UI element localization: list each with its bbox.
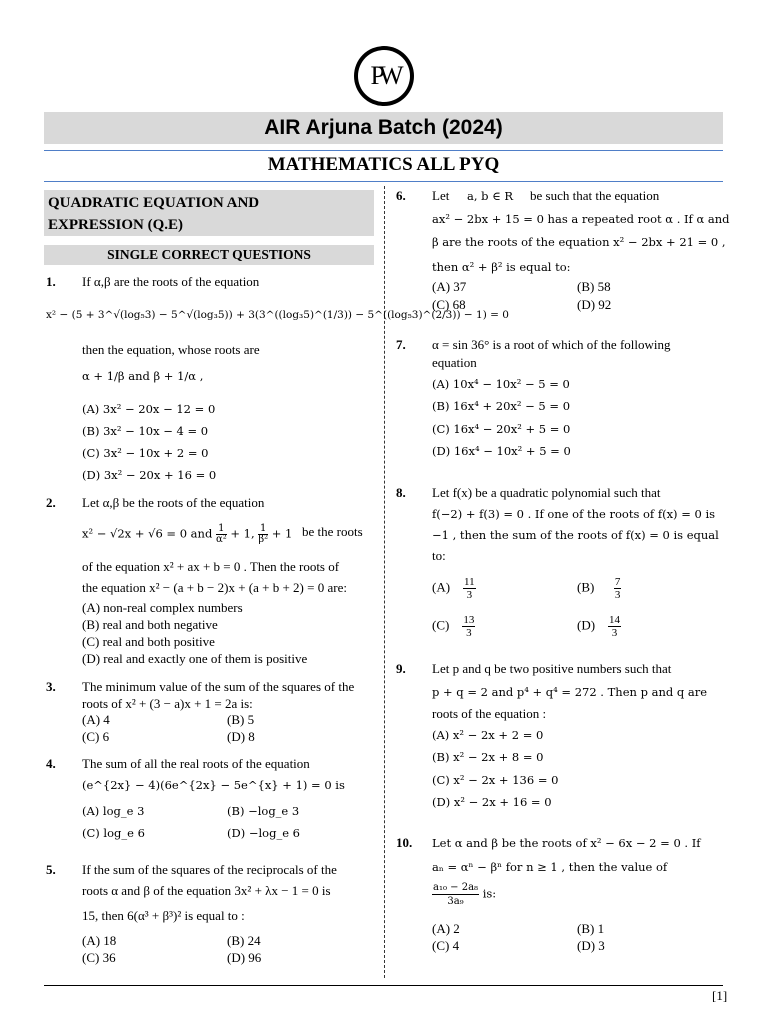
q8-option-d[interactable] [577,614,621,639]
q8-option-c-fraction [462,614,475,639]
page-subtitle: MATHEMATICS ALL PYQ [267,154,500,175]
q1-option-c[interactable]: (C) 3x² − 10x + 2 = 0 [82,446,209,460]
q6-option-b[interactable]: (B) 58 [577,279,611,294]
q10-number: 10. [396,835,413,850]
q8-line1: Let f(x) be a quadratic polynomial such that [432,485,661,500]
title-bar [44,112,723,144]
q6-line2: ax² − 2bx + 15 = 0 has a repeated root α . If α and [432,212,730,226]
q7-line2: equation [432,355,477,370]
q3-option-c[interactable]: (C) 6 [82,729,110,744]
pw-logo-inner [358,50,410,102]
q9-option-c[interactable]: (C) x² − 2x + 136 = 0 [432,773,559,787]
q5-line2: roots α and β of the equation 3x² + λx − 1 = 0 is [82,883,331,898]
q7-option-d[interactable]: (D) 16x⁴ − 10x² + 5 = 0 [432,444,571,458]
q3-number: 3. [46,679,56,694]
q6-number: 6. [396,188,406,203]
section-title-line2: EXPRESSION (Q.E) [48,217,184,233]
q4-option-c[interactable]: (C) log_e 6 [82,826,145,840]
q2-option-c[interactable]: (C) real and both positive [82,634,215,649]
q10-line2: aₙ = αⁿ − βⁿ for n ≥ 1 , then the value of [432,860,668,874]
q10-fraction-inner [432,881,479,908]
q8-option-b-label: (B) [577,579,595,595]
subtitle-rule [44,181,723,182]
q8-line4: to: [432,548,446,563]
q10-is: is: [482,886,497,901]
q2-line3: of the equation x² + ax + b = 0 . Then the roots of [82,559,340,574]
q8-b-den: 3 [614,589,621,601]
q3-option-d[interactable]: (D) 8 [227,729,255,744]
q7-option-c[interactable]: (C) 16x⁴ − 20x² + 5 = 0 [432,422,571,436]
q1-option-b[interactable]: (B) 3x² − 10x − 4 = 0 [82,424,209,438]
q8-d-den: 3 [611,627,618,639]
q1-roots: α + 1/β and β + 1/α , [82,369,204,383]
q6-line3: β are the roots of the equation x² − 2bx + 21 = 0 , [432,235,726,249]
q1-number: 1. [46,274,56,289]
q9-line2: p + q = 2 and p⁴ + q⁴ = 272 . Then p and q are [432,685,708,699]
q2-line2: be the roots [302,524,363,539]
q8-b-num: 7 [614,576,621,588]
q1-option-a[interactable]: (A) 3x² − 20x − 12 = 0 [82,402,216,416]
q9-option-b[interactable]: (B) x² − 2x + 8 = 0 [432,750,544,764]
q3-line1: The minimum value of the sum of the squares of the [82,679,355,694]
q2-line4: the equation x² − (a + b − 2)x + (a + b + 2) = 0 are: [82,580,347,595]
q8-option-a-label: (A) [432,579,451,595]
q8-number: 8. [396,485,406,500]
q10-option-c[interactable]: (C) 4 [432,938,460,953]
pw-logo [354,46,414,106]
q1-stem: If α,β are the roots of the equation [82,274,260,289]
q9-line3: roots of the equation : [432,706,547,721]
q10-line1: Let α and β be the roots of x² − 6x − 2 = 0 . If [432,836,701,850]
q2-number: 2. [46,495,56,510]
q10-option-b[interactable]: (B) 1 [577,921,605,936]
q5-option-b[interactable]: (B) 24 [227,933,261,948]
q4-number: 4. [46,756,56,771]
q5-option-d[interactable]: (D) 96 [227,950,262,965]
page-title: AIR Arjuna Batch (2024) [264,116,503,139]
column-divider [384,186,385,978]
q8-option-c-label: (C) [432,617,450,633]
q10-frac-den: 3a₉ [447,896,464,907]
q4-option-a[interactable]: (A) log_e 3 [82,804,145,818]
q7-number: 7. [396,337,406,352]
q9-option-d[interactable]: (D) x² − 2x + 16 = 0 [432,795,552,809]
q9-option-a[interactable]: (A) x² − 2x + 2 = 0 [432,728,544,742]
q2-option-a[interactable]: (A) non-real complex numbers [82,600,243,615]
q8-a-den: 3 [466,589,473,601]
q6-option-d[interactable]: (D) 92 [577,297,612,312]
q8-option-a-fraction [463,576,476,601]
q1-option-d[interactable]: (D) 3x² − 20x + 16 = 0 [82,468,217,482]
q6-let: Let [432,188,450,203]
q8-c-num: 13 [463,614,475,626]
q8-option-b[interactable] [577,576,621,601]
q6-option-c[interactable]: (C) 68 [432,297,466,312]
section-heading [44,190,374,236]
q5-number: 5. [46,862,56,877]
q3-option-a[interactable]: (A) 4 [82,712,110,727]
q4-option-d[interactable]: (D) −log_e 6 [227,826,300,840]
q10-fraction [432,881,496,908]
section-title-line1: QUADRATIC EQUATION AND [48,195,260,211]
q5-line3: 15, then 6(α³ + β³)² is equal to : [82,908,245,923]
q4-option-b[interactable]: (B) −log_e 3 [227,804,300,818]
q10-option-a[interactable]: (A) 2 [432,921,460,936]
q6-line4: then α² + β² is equal to: [432,260,571,274]
q1-equation: x² − (5 + 3^√(log₅3) − 5^√(log₃5)) + 3(3^((log₃5)^(1/3)) − 5^((log₅3)^(2/3)) − 1) = 0 [46,309,509,321]
q2-frac1: $\frac{1}{\text{α²}}$ [215,523,227,545]
q1-line2: then the equation, whose roots are [82,342,260,357]
q9-line1: Let p and q be two positive numbers such that [432,661,672,676]
q3-option-b[interactable]: (B) 5 [227,712,255,727]
title-rule [44,150,723,151]
q7-option-b[interactable]: (B) 16x⁴ + 20x² − 5 = 0 [432,399,571,413]
q7-line1: α = sin 36° is a root of which of the following [432,337,671,352]
q2-equation: x² − √2x + √6 = 0 and $\frac{1}{\text{α²}}$ + 1, $\frac{1}{\text{β²}}$ + 1 [82,523,293,545]
q2-option-b[interactable]: (B) real and both negative [82,617,218,632]
q8-option-d-label: (D) [577,617,596,633]
q8-option-d-fraction [608,614,621,639]
q5-line1: If the sum of the squares of the reciprocals of the [82,862,337,877]
q6-line1: be such that the equation [530,188,660,203]
q10-option-d[interactable]: (D) 3 [577,938,605,953]
q6-option-a[interactable]: (A) 37 [432,279,467,294]
q3-line2: roots of x² + (3 − a)x + 1 = 2a is: [82,696,253,711]
q10-frac-num: a₁₀ − 2a₈ [433,882,479,893]
q5-option-c[interactable]: (C) 36 [82,950,116,965]
q8-c-den: 3 [466,627,472,639]
q8-option-a[interactable] [432,576,476,601]
q2-line1: Let α,β be the roots of the equation [82,495,265,510]
q8-a-num: 11 [464,576,475,588]
q8-line3: −1 , then the sum of the roots of f(x) = 0 is equal [432,528,719,542]
q9-number: 9. [396,661,406,676]
q4-line1: The sum of all the real roots of the equation [82,756,310,771]
q2-option-d[interactable]: (D) real and exactly one of them is positive [82,651,308,666]
q6-ab: a, b ∈ R [467,189,514,203]
page-number: [1] [712,988,728,1003]
q5-option-a[interactable]: (A) 18 [82,933,117,948]
q8-option-c[interactable] [432,614,475,639]
section-subheading: SINGLE CORRECT QUESTIONS [44,245,374,265]
q4-line2: (e^{2x} − 4)(6e^{2x} − 5e^{x} + 1) = 0 is [82,778,345,792]
q2-frac2: $\frac{1}{\text{β²}}$ [258,523,269,545]
footer-rule [44,985,723,986]
q8-d-num: 14 [609,614,621,626]
q7-option-a[interactable]: (A) 10x⁴ − 10x² − 5 = 0 [432,377,570,391]
pw-logo-text: PW [370,61,398,90]
q8-option-b-fraction [614,576,622,601]
q8-line2: f(−2) + f(3) = 0 . If one of the roots of f(x) = 0 is [432,507,716,521]
